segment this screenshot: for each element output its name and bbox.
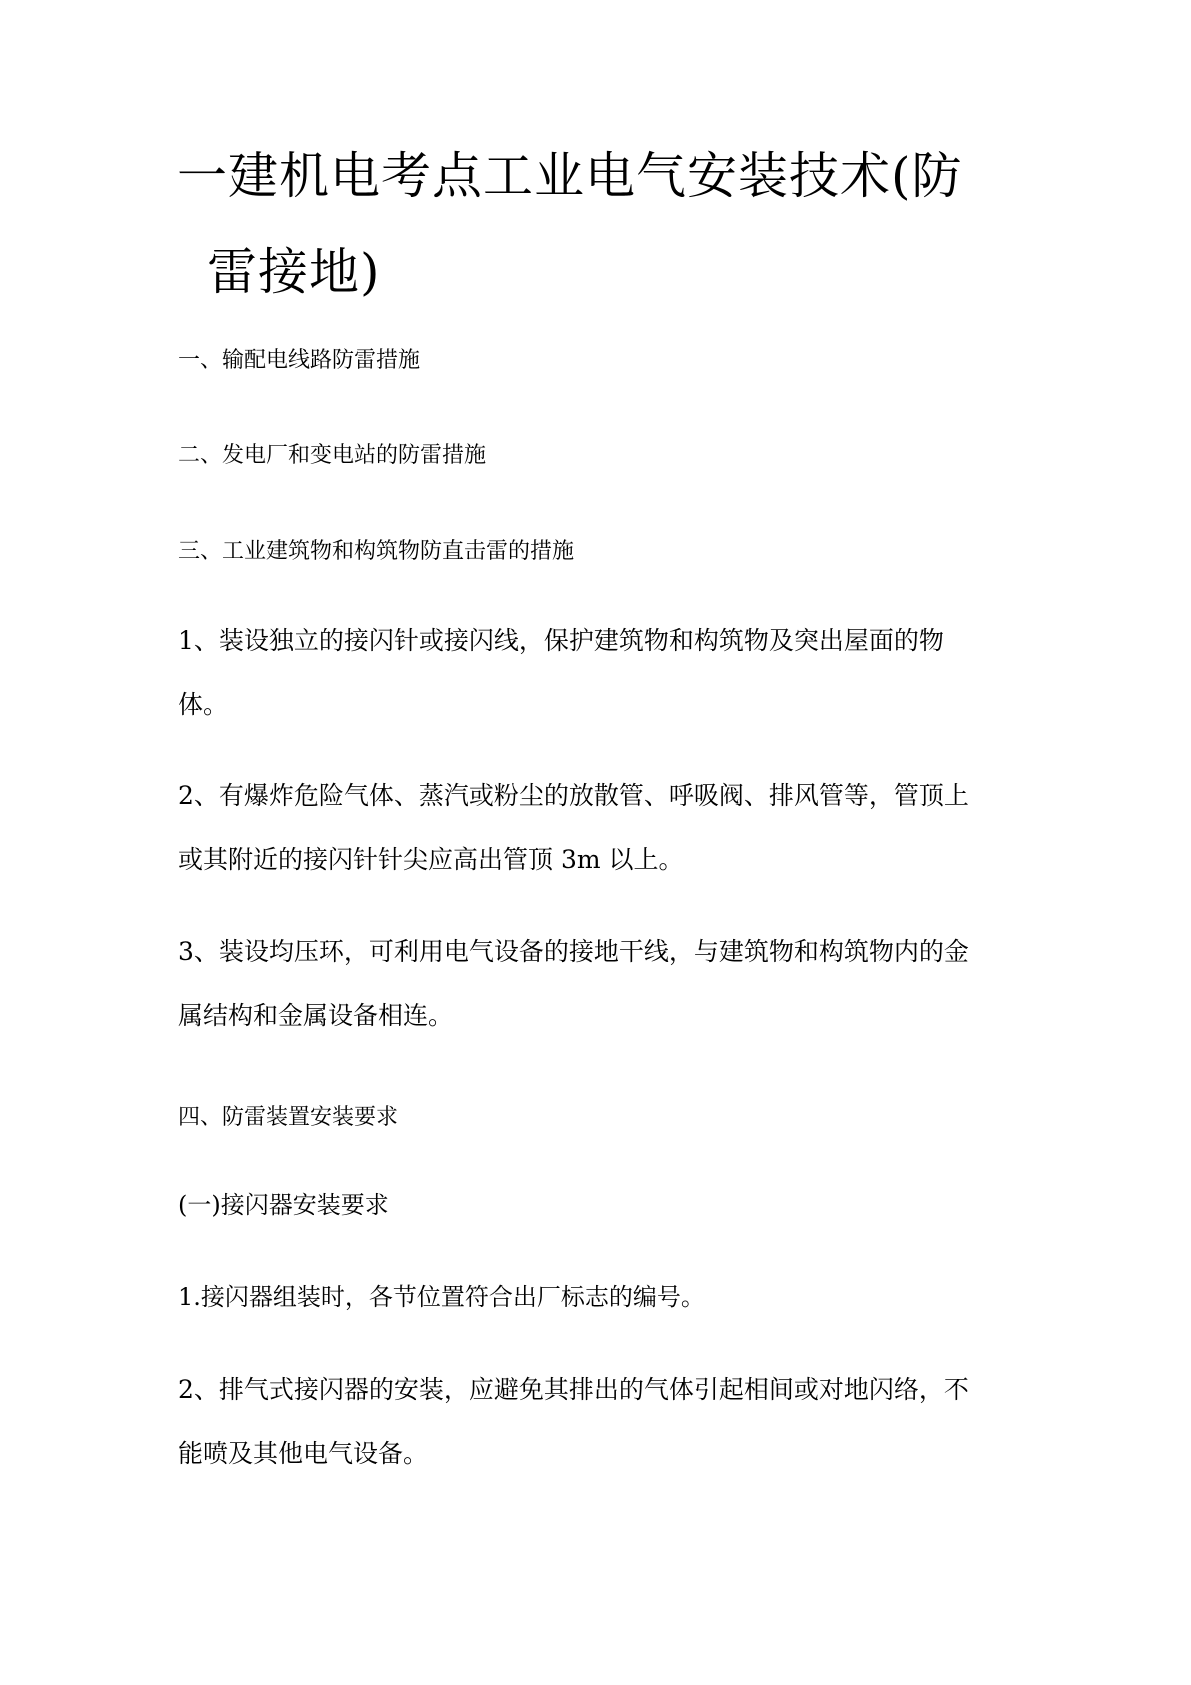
paragraph-line: 能喷及其他电气设备。 (178, 1439, 429, 1468)
paragraph-item-2 (178, 764, 1018, 892)
section-heading-1: 一、输配电线路防雷措施 (178, 348, 421, 373)
title-line: 雷接地) (207, 243, 381, 301)
section-heading-4: 四、防雷装置安装要求 (178, 1105, 399, 1130)
paragraph-line: 2、排气式接闪器的安装，应避免其排出的气体引起相间或对地闪络，不 (178, 1375, 969, 1404)
section-heading-3: 三、工业建筑物和构筑物防直击雷的措施 (178, 539, 575, 564)
paragraph-line: 属结构和金属设备相连。 (178, 1001, 454, 1030)
list-item-2 (178, 1358, 1018, 1486)
paragraph-line: 或其附近的接闪针针尖应高出管顶 3m 以上。 (178, 845, 684, 874)
paragraph-line: 体。 (178, 690, 229, 719)
list-item-1: 1.接闪器组装时，各节位置符合出厂标志的编号。 (178, 1283, 705, 1311)
paragraph-line: 1、装设独立的接闪针或接闪线，保护建筑物和构筑物及突出屋面的物 (178, 626, 944, 655)
paragraph-line: 3、装设均压环，可利用电气设备的接地干线，与建筑物和构筑物内的金 (178, 937, 969, 966)
section-heading-2: 二、发电厂和变电站的防雷措施 (178, 443, 487, 468)
paragraph-line: 2、有爆炸危险气体、蒸汽或粉尘的放散管、呼吸阀、排风管等，管顶上 (178, 781, 969, 810)
subsection-heading: (一)接闪器安装要求 (178, 1191, 389, 1219)
document-title (177, 128, 1037, 320)
paragraph-item-1 (178, 609, 1018, 737)
title-line: 一建机电考点工业电气安装技术(防 (177, 147, 963, 205)
paragraph-item-3 (178, 920, 1018, 1048)
